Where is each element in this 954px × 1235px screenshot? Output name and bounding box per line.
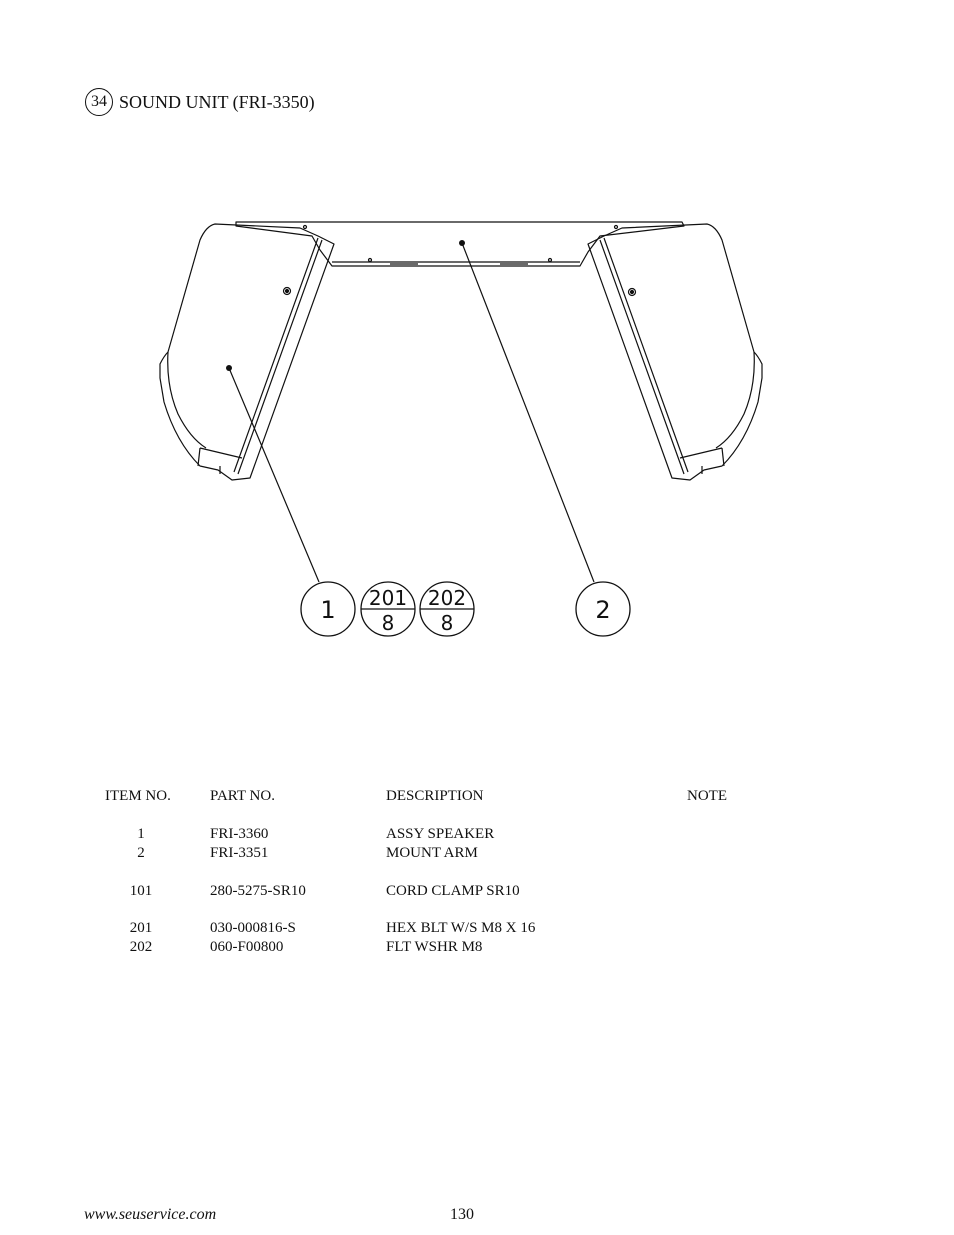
table-row	[0, 883, 954, 902]
leader-dot-item2	[459, 240, 465, 246]
page-number: 130	[450, 1206, 474, 1223]
leader-line-item1	[229, 368, 319, 582]
callout-bolt-qty: 8	[381, 611, 395, 635]
row-description: CORD CLAMP SR10	[386, 883, 520, 899]
row-description: MOUNT ARM	[386, 845, 478, 861]
leader-line-item2	[462, 243, 594, 582]
row-item-no: 2	[137, 845, 145, 861]
header-note: NOTE	[687, 788, 727, 804]
row-part-no: 060-F00800	[210, 939, 284, 955]
row-description: FLT WSHR M8	[386, 939, 483, 955]
callout-washer-qty: 8	[440, 611, 454, 635]
row-part-no: FRI-3351	[210, 845, 269, 861]
row-item-no: 101	[129, 883, 153, 899]
callout-item2-label: 2	[595, 596, 611, 624]
table-row	[0, 845, 954, 864]
header-item-no: ITEM NO.	[105, 788, 171, 804]
row-item-no: 201	[129, 920, 153, 936]
footer-website: www.seuservice.com	[84, 1206, 217, 1223]
row-item-no: 1	[137, 826, 145, 842]
table-row	[0, 826, 954, 845]
row-part-no: FRI-3360	[210, 826, 269, 842]
table-row	[0, 939, 954, 958]
callout-washer-item: 202	[427, 586, 467, 610]
row-part-no: 030-000816-S	[210, 920, 296, 936]
row-part-no: 280-5275-SR10	[210, 883, 306, 899]
header-part-no: PART NO.	[210, 788, 275, 804]
callout-bolt-item: 201	[368, 586, 408, 610]
left-speaker	[160, 224, 334, 480]
row-description: ASSY SPEAKER	[386, 826, 495, 842]
leader-dot-item1	[226, 365, 232, 371]
parts-list-header	[0, 788, 954, 807]
section-number-badge: 34	[85, 88, 113, 116]
right-speaker	[588, 224, 762, 480]
row-item-no: 202	[129, 939, 153, 955]
section-title-text: SOUND UNIT (FRI-3350)	[119, 91, 315, 112]
header-description: DESCRIPTION	[386, 788, 484, 804]
table-row	[0, 920, 954, 939]
row-description: HEX BLT W/S M8 X 16	[386, 920, 536, 936]
callout-item1-label: 1	[320, 596, 336, 624]
